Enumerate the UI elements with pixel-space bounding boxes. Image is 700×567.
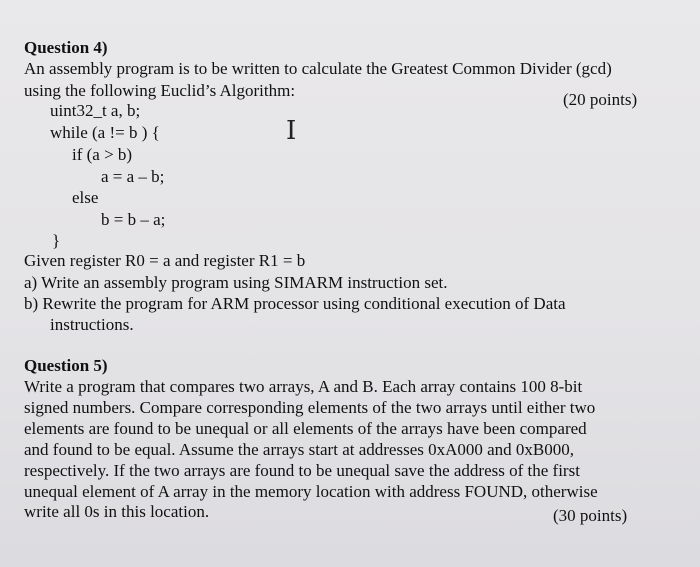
code-line-5: else xyxy=(72,188,99,207)
question-5-line-4: and found to be equal. Assume the arrays start at addresses 0xA000 and 0xB000, xyxy=(24,440,575,459)
question-5-points: (30 points) xyxy=(553,506,628,525)
question-5-line-1: Write a program that compares two arrays, A and B. Each array contains 100 8-bit xyxy=(24,377,583,396)
question-4-line-1: An assembly program is to be written to calculate the Greatest Common Divider (gcd) xyxy=(24,59,612,78)
code-line-6: b = b – a; xyxy=(101,210,166,229)
question-4-line-2: using the following Euclid’s Algorithm: xyxy=(24,81,296,100)
question-4-part-b-1: b) Rewrite the program for ARM processor using conditional execution of Data xyxy=(24,294,566,313)
question-5-line-3: elements are found to be unequal or all elements of the arrays have been compared xyxy=(24,419,587,438)
question-4-part-a: a) Write an assembly program using SIMARM instruction set. xyxy=(24,273,448,292)
question-4-part-b-2: instructions. xyxy=(50,315,134,334)
question-5-title: Question 5) xyxy=(24,356,108,375)
question-4-points: (20 points) xyxy=(563,90,638,109)
text-cursor-icon: I xyxy=(286,116,297,146)
question-5-line-2: signed numbers. Compare corresponding elements of the two arrays until either two xyxy=(24,398,596,417)
code-line-1: uint32_t a, b; xyxy=(50,101,141,120)
code-line-7: } xyxy=(52,231,61,250)
code-line-2: while (a != b ) { xyxy=(50,123,160,142)
code-line-3: if (a > b) xyxy=(72,145,133,164)
question-5-line-6: unequal element of A array in the memory location with address FOUND, otherwise xyxy=(24,482,598,501)
question-5-line-5: respectively. If the two arrays are found to be unequal save the address of the first xyxy=(24,461,580,480)
question-4-title: Question 4) xyxy=(24,38,108,57)
code-line-4: a = a – b; xyxy=(101,167,165,186)
question-5-line-7: write all 0s in this location. xyxy=(24,502,210,521)
question-4-given: Given register R0 = a and register R1 = b xyxy=(24,251,306,270)
